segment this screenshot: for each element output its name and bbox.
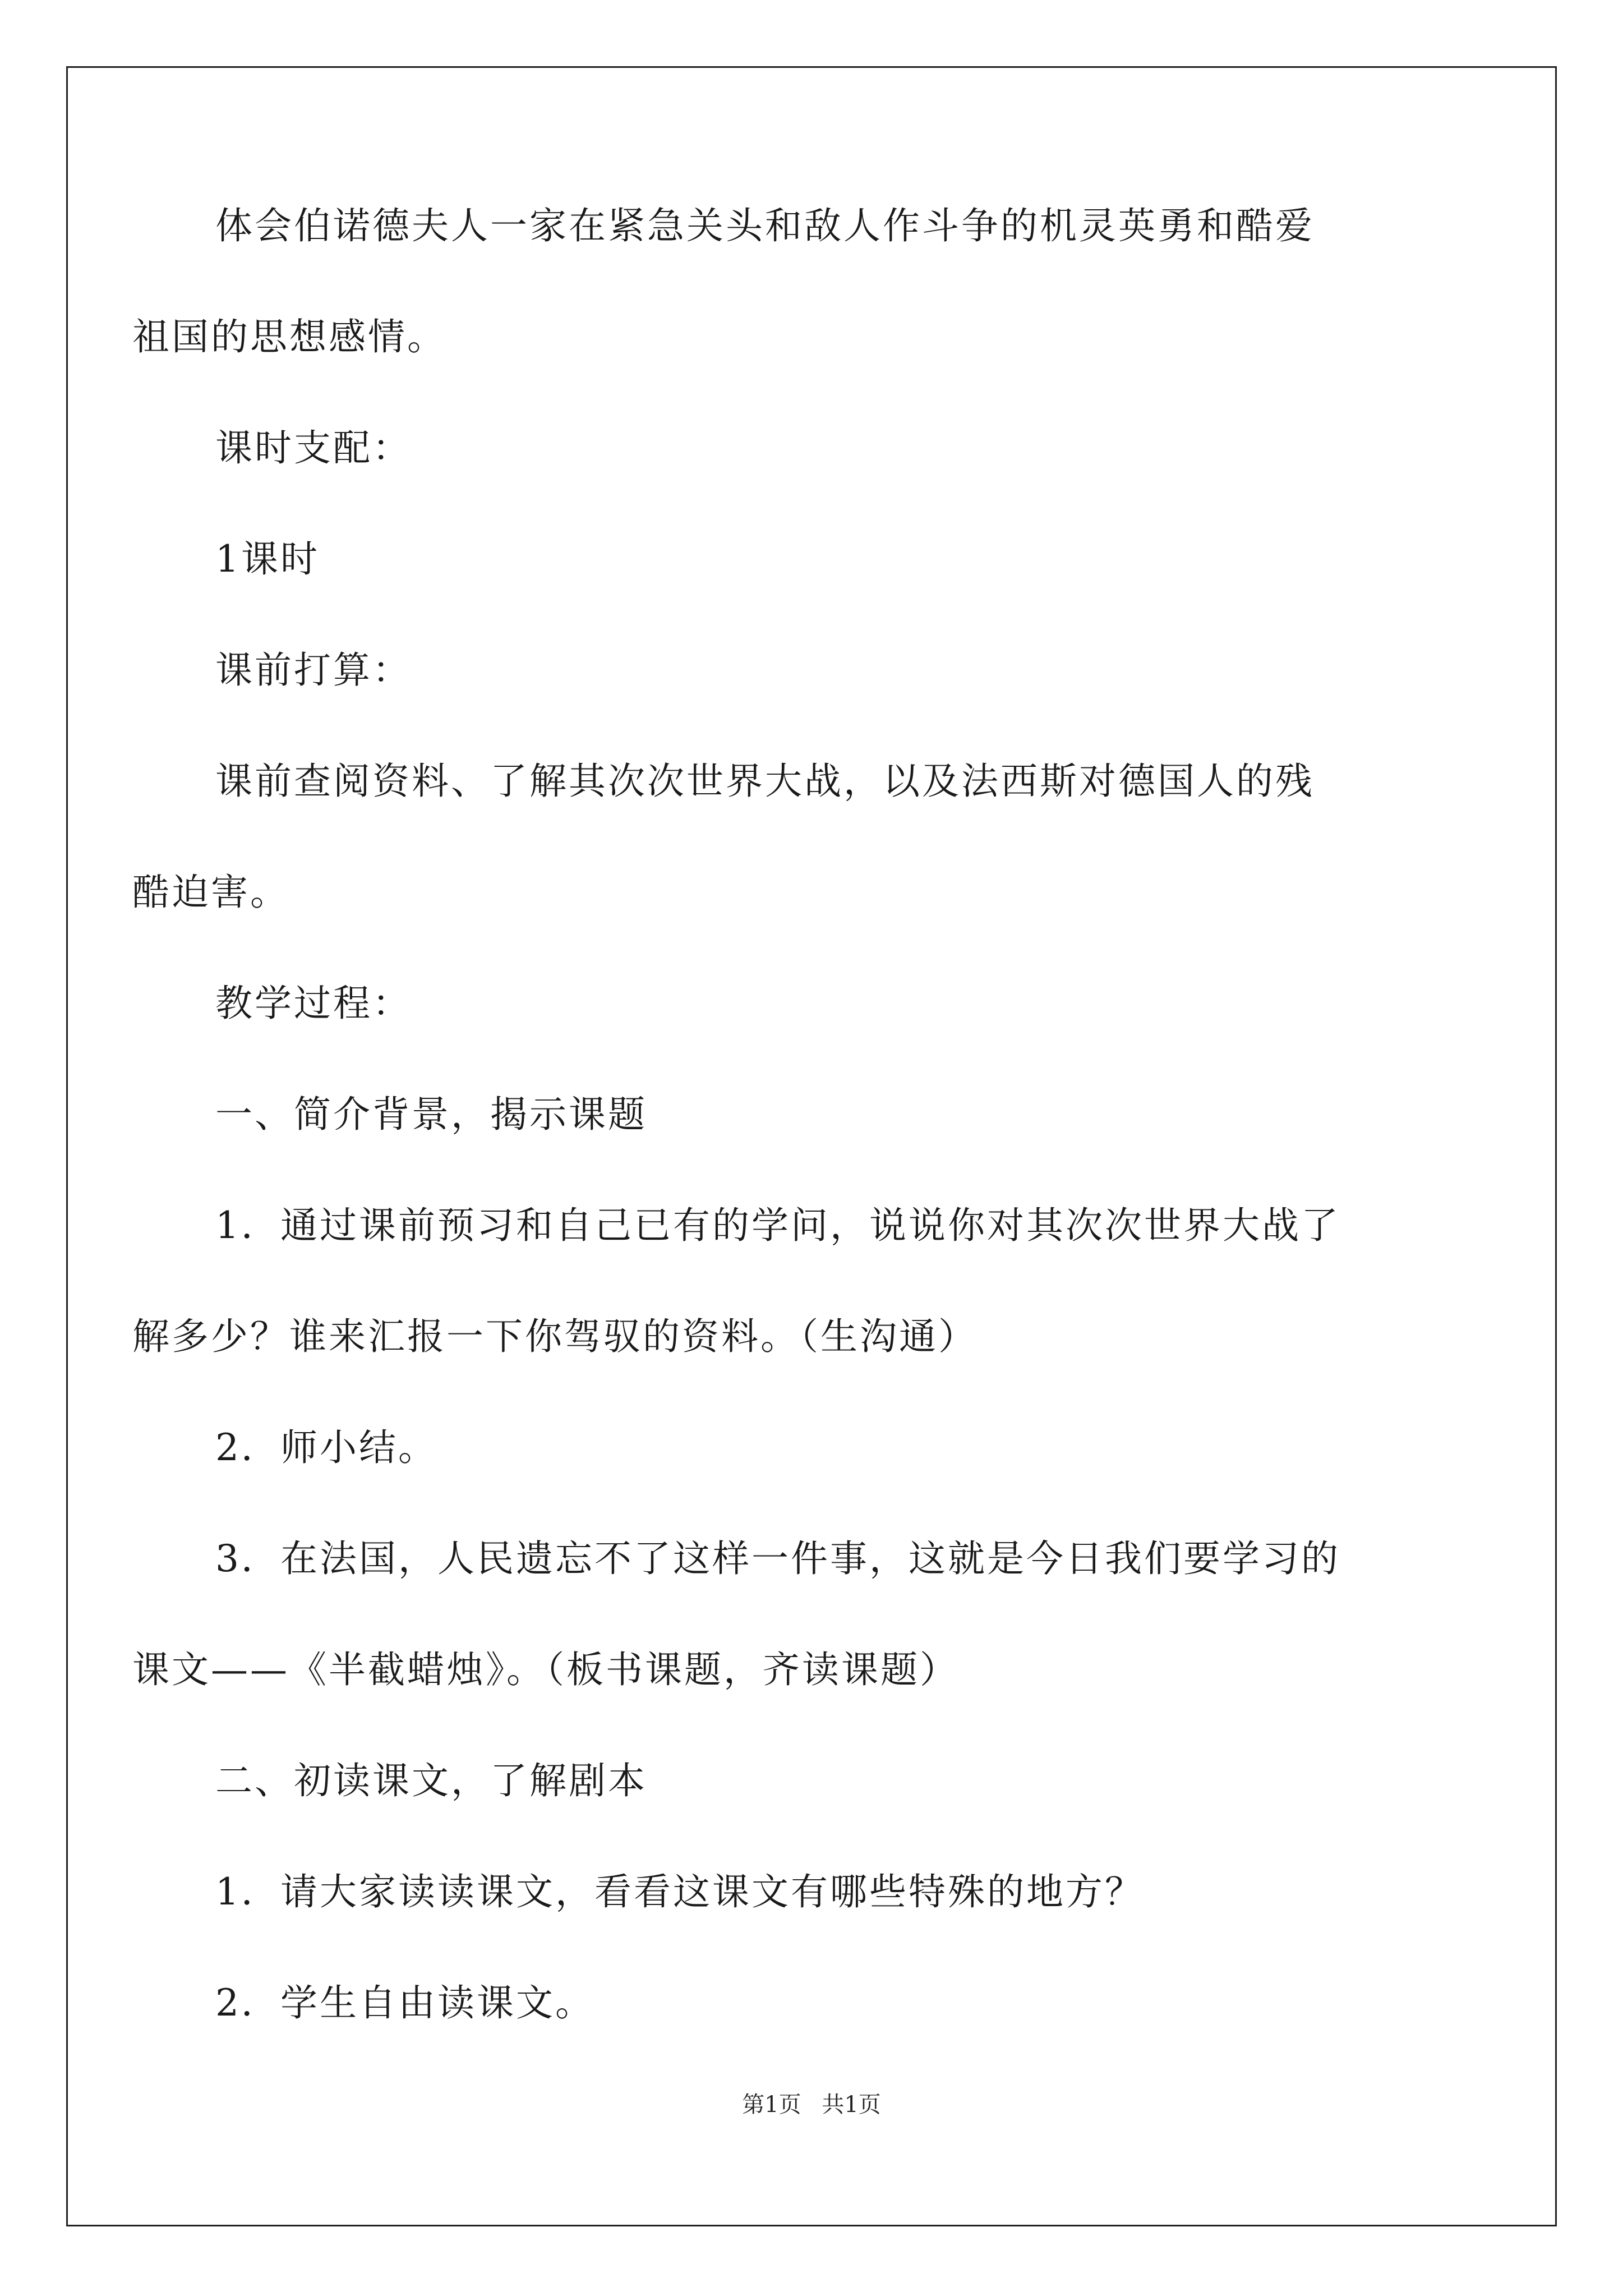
paragraph-line: 解多少？谁来汇报一下你驾驭的资料。（生沟通） <box>132 1315 978 1358</box>
paragraph-line: 1课时 <box>215 537 320 581</box>
page-number: 第1页 <box>742 2092 801 2118</box>
section-heading: 课前打算： <box>215 648 412 692</box>
paragraph-line: 2．学生自由读课文。 <box>215 1981 594 2024</box>
page-footer <box>0 2093 1623 2116</box>
section-heading: 一、简介背景，揭示课题 <box>215 1093 647 1136</box>
paragraph-line: 酷迫害。 <box>132 871 289 914</box>
paragraph-line: 3．在法国，人民遗忘不了这样一件事，这就是今日我们要学习的 <box>215 1537 1340 1580</box>
paragraph-line: 2．师小结。 <box>215 1426 437 1469</box>
paragraph-line: 1．请大家读读课文，看看这课文有哪些特殊的地方？ <box>215 1870 1144 1913</box>
section-heading: 二、初读课文，了解剧本 <box>215 1759 647 1802</box>
section-heading: 课时支配： <box>215 426 412 470</box>
paragraph-line: 课前查阅资料、了解其次次世界大战，以及法西斯对德国人的残 <box>215 760 1315 803</box>
section-heading: 教学过程： <box>215 982 412 1025</box>
paragraph-line: 体会伯诺德夫人一家在紧急关头和敌人作斗争的机灵英勇和酷爱 <box>215 204 1315 247</box>
paragraph-line: 课文——《半截蜡烛》。（板书课题，齐读课题） <box>132 1648 959 1691</box>
page-total: 共1页 <box>822 2092 881 2118</box>
paragraph-line: 祖国的思想感情。 <box>132 315 446 358</box>
paragraph-line: 1．通过课前预习和自己已有的学问，说说你对其次次世界大战了 <box>215 1204 1340 1247</box>
